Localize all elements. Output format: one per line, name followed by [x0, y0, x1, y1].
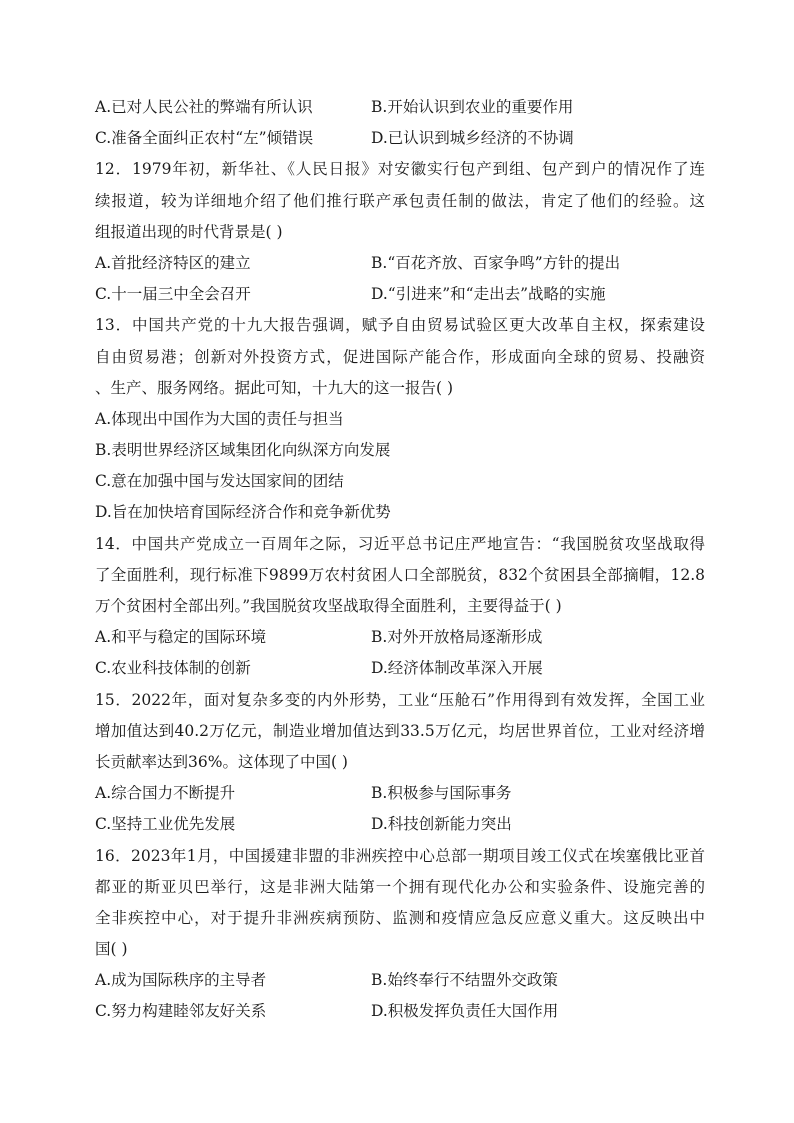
- q14-stem-line-3: 万个贫困村全部出列。”我国脱贫攻坚战取得全面胜利，主要得益于( ): [95, 597, 562, 615]
- q13-stem: [95, 310, 705, 404]
- q12-option-d: D.“引进来”和“走出去”战略的实施: [371, 285, 606, 304]
- q14-options-row-2: [95, 653, 705, 684]
- q14-stem-line-1: 14．中国共产党成立一百周年之际，习近平总书记庄严地宣告：“我国脱贫攻坚战取得: [95, 534, 705, 553]
- q14-option-d: D.经济体制改革深入开展: [371, 659, 543, 678]
- q14-option-b: B.对外开放格局逐渐形成: [371, 628, 543, 647]
- q11-options-row-2: [95, 123, 705, 154]
- q15-option-d: D.科技创新能力突出: [371, 815, 512, 834]
- q16-stem-line-3: 全非疾控中心，对于提升非洲疾病预防、监测和疫情应急反应意义重大。这反映出中: [95, 908, 705, 927]
- q16-stem-line-1: 16．2023年1月，中国援建非盟的非洲疾控中心总部一期项目竣工仪式在埃塞俄比亚首: [95, 846, 705, 865]
- q12-option-a: A.首批经济特区的建立: [95, 253, 251, 272]
- exam-page: [95, 92, 705, 1028]
- q13-stem-line-1: 13．中国共产党的十九大报告强调，赋予自由贸易试验区更大改革自主权，探索建设: [95, 316, 705, 335]
- q15-option-c: C.坚持工业优先发展: [95, 815, 236, 834]
- q13-stem-line-2: 自由贸易港；创新对外投资方式，促进国际产能合作，形成面向全球的贸易、投融资: [95, 347, 705, 366]
- q12-options-row-2: [95, 279, 705, 310]
- q13-option-d: D.旨在加快培育国际经济合作和竞争新优势: [95, 503, 391, 522]
- q15-stem-line-2: 增加值达到40.2万亿元，制造业增加值达到33.5万亿元，均居世界首位，工业对经济增: [95, 721, 705, 740]
- q12-stem: [95, 154, 705, 248]
- q13-option-b: B.表明世界经济区域集团化向纵深方向发展: [95, 441, 391, 460]
- q15-options-row-2: [95, 809, 705, 840]
- q15-option-a: A.综合国力不断提升: [95, 784, 236, 803]
- q15-option-b: B.积极参与国际事务: [371, 784, 512, 803]
- q13-option-a: A.体现出中国作为大国的责任与担当: [95, 409, 344, 428]
- q15-stem-line-1: 15．2022年，面对复杂多变的内外形势，工业“压舱石”作用得到有效发挥，全国工业: [95, 690, 705, 709]
- q14-stem: [95, 529, 705, 623]
- q16-option-b: B.始终奉行不结盟外交政策: [371, 971, 558, 990]
- q15-options-row-1: [95, 778, 705, 809]
- q11-options-row-1: [95, 92, 705, 123]
- q16-stem-line-2: 都亚的斯亚贝巴举行，这是非洲大陆第一个拥有现代化办公和实验条件、设施完善的: [95, 877, 705, 896]
- q16-option-a: A.成为国际秩序的主导者: [95, 971, 267, 990]
- q15-stem: [95, 685, 705, 779]
- q12-options-row-1: [95, 248, 705, 279]
- q16-stem-line-4: 国( ): [95, 940, 128, 959]
- q12-stem-line-1: 12．1979年初，新华社、《人民日报》对安徽实行包产到组、包产到户的情况作了连: [95, 160, 705, 179]
- q14-stem-line-2: 了全面胜利，现行标准下9899万农村贫困人口全部脱贫，832个贫困县全部摘帽，12.8: [95, 565, 705, 584]
- q16-option-d: D.积极发挥负责任大国作用: [371, 1002, 559, 1021]
- q13-option-c: C.意在加强中国与发达国家间的团结: [95, 472, 344, 491]
- q11-option-c: C.准备全面纠正农村“左”倾错误: [95, 129, 314, 148]
- q12-option-b: B.“百花齐放、百家争鸣”方针的提出: [371, 253, 621, 272]
- q16-stem: [95, 841, 705, 966]
- q16-options-row-2: [95, 996, 705, 1027]
- q15-stem-line-3: 长贡献率达到36%。这体现了中国( ): [95, 752, 348, 771]
- q14-option-c: C.农业科技体制的创新: [95, 659, 251, 678]
- q11-option-d: D.已认识到城乡经济的不协调: [371, 129, 574, 148]
- q14-option-a: A.和平与稳定的国际环境: [95, 628, 267, 647]
- q13-stem-line-3: 、生产、服务网络。据此可知，十九大的这一报告( ): [95, 378, 454, 397]
- q12-stem-line-3: 组报道出现的时代背景是( ): [95, 222, 283, 241]
- q14-options-row-1: [95, 622, 705, 653]
- q12-option-c: C.十一届三中全会召开: [95, 285, 251, 304]
- q16-options-row-1: [95, 965, 705, 996]
- q11-option-b: B.开始认识到农业的重要作用: [371, 98, 574, 116]
- q12-stem-line-2: 续报道，较为详细地介绍了他们推行联产承包责任制的做法，肯定了他们的经验。这: [95, 191, 705, 210]
- q11-option-a: A.已对人民公社的弊端有所认识: [95, 98, 313, 116]
- q16-option-c: C.努力构建睦邻友好关系: [95, 1002, 267, 1021]
